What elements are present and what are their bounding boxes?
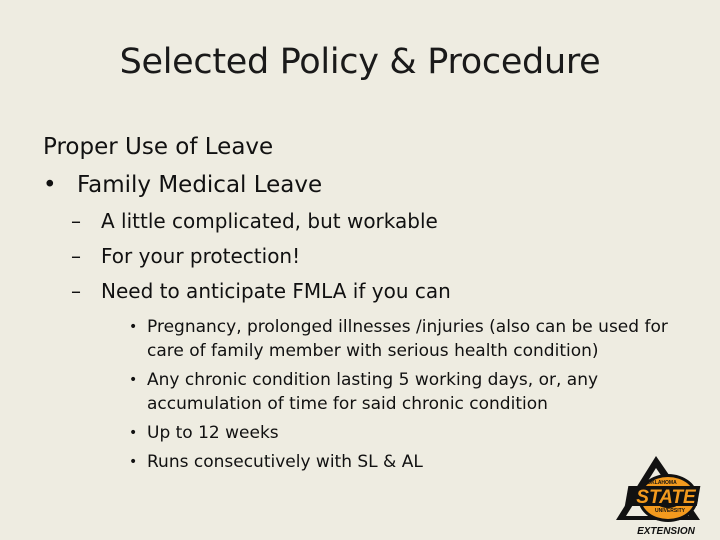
logo-sub-text: UNIVERSITY [654,508,686,514]
slide-body [43,128,703,479]
bullet-marker: • [129,372,138,388]
sub-item-text: A little complicated, but workable [101,209,438,233]
detail-item [129,450,689,474]
sub-item-text: Need to anticipate FMLA if you can [101,279,451,303]
sub-item [71,239,703,274]
bullet-item [43,166,703,204]
logo-main-text: STATE [636,487,696,508]
detail-text: Runs consecutively with SL & AL [147,452,423,472]
sub-item [71,274,703,309]
detail-item [129,421,689,445]
section-heading: Proper Use of Leave [43,134,274,160]
detail-text: Up to 12 weeks [147,423,279,443]
logo-top-text: OKLAHOMA [647,480,677,486]
bullet-marker: • [129,319,138,335]
osu-extension-logo [616,454,716,538]
detail-text: Any chronic condition lasting 5 working days, or, any accumulation of time for said chronic condition [147,370,599,414]
detail-list [129,315,689,474]
bullet-marker: • [129,454,138,470]
dash-marker: – [71,209,81,233]
detail-item [129,368,689,416]
detail-text: Pregnancy, prolonged illnesses /injuries (also can be used for care of family member with serious health condition) [147,317,668,361]
sub-list [71,204,703,309]
bullet-text: Family Medical Leave [77,172,323,198]
detail-item [129,315,689,363]
slide-title: Selected Policy & Procedure [119,42,601,82]
logo-bottom-text: EXTENSION [637,526,695,537]
sub-item [71,204,703,239]
bullet-marker: • [129,425,138,441]
dash-marker: – [71,279,81,303]
bullet-marker: • [43,172,57,198]
dash-marker: – [71,244,81,268]
sub-item-text: For your protection! [101,244,301,268]
